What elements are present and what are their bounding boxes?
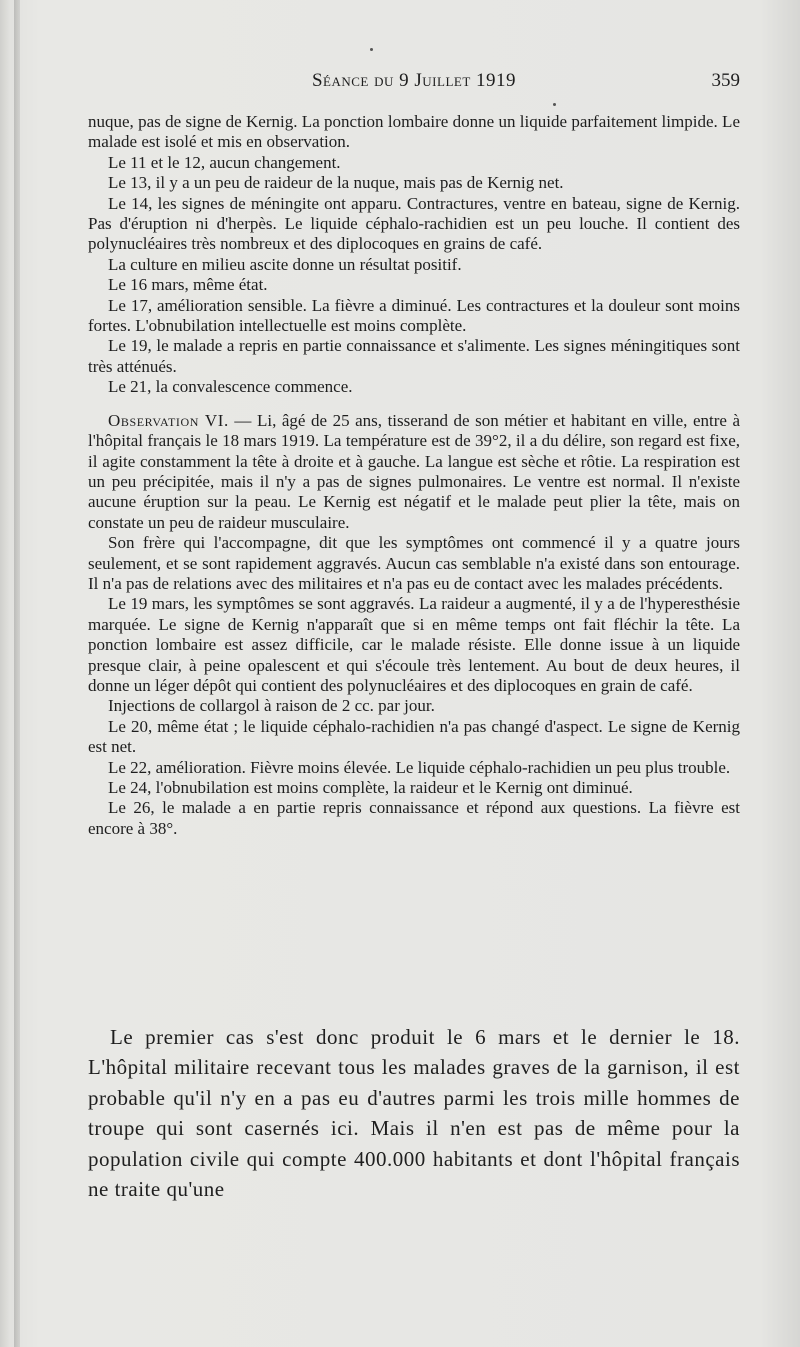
paragraph: Son frère qui l'accompagne, dit que les symptômes ont commencé il y a quatre jours seulement, et se sont rapidement aggravés. Aucun cas semblable n'a existé dans son entourage. Il n'a pas de relations avec des militaires et n'a pas eu de contact avec les malades précédents. — [88, 533, 740, 593]
paragraph: Le 17, amélioration sensible. La fièvre a diminué. Les contractures et la douleur sont moins fortes. L'obnubilation intellectuelle est moins complète. — [88, 295, 740, 336]
page-number: 359 — [711, 70, 740, 91]
paragraph: Le 13, il y a un peu de raideur de la nuque, mais pas de Kernig net. — [108, 173, 564, 193]
paragraph: Le 24, l'obnubilation est moins complète, la raideur et le Kernig ont diminué. — [108, 778, 633, 797]
paragraph: Le 19, le malade a repris en partie connaissance et s'alimente. Les signes méningitiques sont très atténués. — [88, 336, 740, 376]
paragraph: La culture en milieu ascite donne un résultat positif. — [108, 254, 462, 274]
paragraph: Le 11 et le 12, aucun changement. — [108, 152, 341, 172]
paragraph: Le 26, le malade a en partie repris connaissance et répond aux questions. La fièvre est encore à 38°. — [88, 798, 740, 838]
page-binding-edge — [14, 0, 20, 1347]
discussion-paragraph: Le premier cas s'est donc produit le 6 mars et le dernier le 18. L'hôpital militaire recevant tous les malades graves de la garnison, il est probable qu'il n'y en a pas eu d'autres parmi les trois mille hommes de troupe qui sont casernés ici. Mais il n'en est pas de même pour la population civile qui compte 400.000 habitants et dont l'hôpital français ne traite qu'une — [88, 1025, 740, 1202]
paragraph: Le 20, même état ; le liquide céphalo-rachidien n'a pas changé d'aspect. Le signe de Kernig est net. — [88, 716, 740, 757]
running-head: Séance du 9 Juillet 1919 — [311, 70, 517, 91]
ink-speck — [553, 103, 556, 106]
discussion-text — [88, 1022, 740, 1204]
paragraph: Injections de collargol à raison de 2 cc. par jour. — [108, 696, 435, 716]
observation-label: Observation VI. — [108, 410, 229, 430]
case-notes-text — [88, 112, 740, 839]
page-header — [88, 70, 740, 100]
paragraph: Le 16 mars, même état. — [108, 275, 268, 295]
ink-speck — [370, 48, 373, 51]
paragraph: Le 19 mars, les symptômes se sont aggravés. La raideur a augmenté, il y a de l'hyperesthésie marquée. Le signe de Kernig n'apparaît que si en même temps ont fait fléchir la tête. La ponction lombaire est assez difficile, car le malade résiste. Elle donne issue à un liquide presque clair, à peine opalescent et qui s'écoule très lentement. Au bout de deux heures, il donne un léger dépôt qui contient des polynucléaires et des diplocoques en grain de café. — [88, 594, 740, 695]
paragraph: Le 21, la convalescence commence. — [108, 377, 353, 397]
observation-text: — Li, âgé de 25 ans, tisserand de son métier et habitant en ville, entre à l'hôpital français le 18 mars 1919. La température est de 39°2, il a du délire, son regard est fixe, il agite constamment la tête à droite et à gauche. La langue est sèche et rôtie. La respiration est un peu précipitée, mais il n'y a pas de signes pulmonaires. Le ventre est normal. Il n'existe aucune éruption sur la peau. Le Kernig est négatif et le malade peut plier la tête, mais on constate un peu de raideur musculaire. — [88, 410, 740, 532]
paragraph: Le 14, les signes de méningite ont apparu. Contractures, ventre en bateau, signe de Kernig. Pas d'éruption ni d'herpès. Le liquide céphalo-rachidien est un peu louche. Il contient des polynucléaires très nombreux et des diplocoques en grains de café. — [88, 193, 740, 254]
paragraph: nuque, pas de signe de Kernig. La ponction lombaire donne un liquide parfaitement limpide. Le malade est isolé et mis en observation. — [88, 112, 740, 152]
observation-paragraph — [88, 411, 740, 533]
paragraph: Le 22, amélioration. Fièvre moins élevée. Le liquide céphalo-rachidien un peu plus trouble. — [108, 757, 731, 777]
